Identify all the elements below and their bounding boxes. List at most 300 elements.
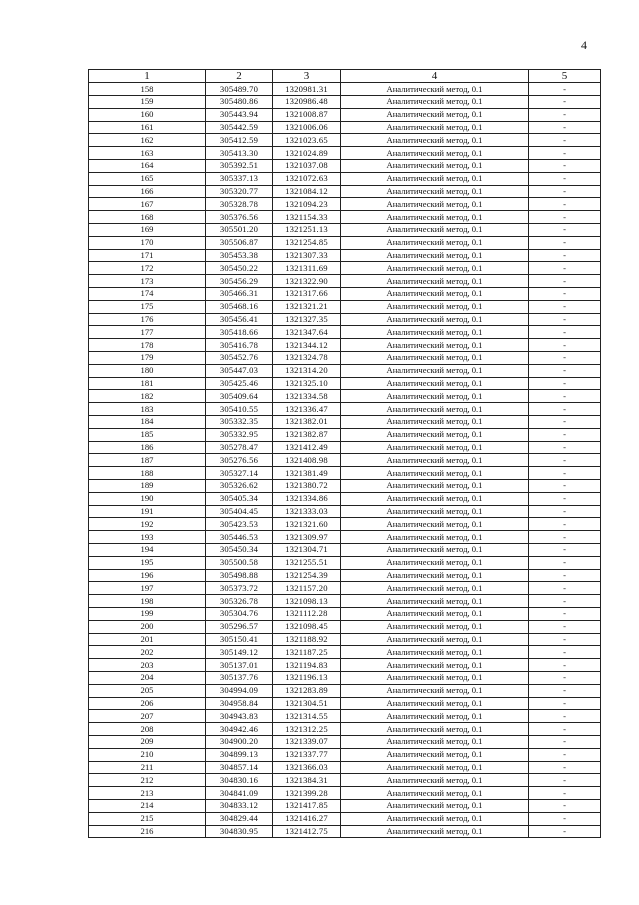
point-number-cell: 185 xyxy=(89,428,206,441)
x-coordinate-cell: 305501.20 xyxy=(206,224,273,237)
note-cell: - xyxy=(529,300,601,313)
note-cell: - xyxy=(529,467,601,480)
note-cell: - xyxy=(529,326,601,339)
method-cell: Аналитический метод, 0.1 xyxy=(341,249,529,262)
point-number-cell: 192 xyxy=(89,518,206,531)
table-row xyxy=(89,211,601,224)
y-coordinate-cell: 1321417.85 xyxy=(273,799,341,812)
method-cell: Аналитический метод, 0.1 xyxy=(341,518,529,531)
method-cell: Аналитический метод, 0.1 xyxy=(341,723,529,736)
point-number-cell: 200 xyxy=(89,620,206,633)
note-cell: - xyxy=(529,531,601,544)
x-coordinate-cell: 305392.51 xyxy=(206,160,273,173)
point-number-cell: 191 xyxy=(89,505,206,518)
table-row xyxy=(89,236,601,249)
point-number-cell: 186 xyxy=(89,441,206,454)
method-cell: Аналитический метод, 0.1 xyxy=(341,531,529,544)
y-coordinate-cell: 1321307.33 xyxy=(273,249,341,262)
method-cell: Аналитический метод, 0.1 xyxy=(341,582,529,595)
table-row xyxy=(89,569,601,582)
note-cell: - xyxy=(529,825,601,838)
point-number-cell: 208 xyxy=(89,723,206,736)
note-cell: - xyxy=(529,787,601,800)
method-cell: Аналитический метод, 0.1 xyxy=(341,185,529,198)
table-row xyxy=(89,198,601,211)
method-cell: Аналитический метод, 0.1 xyxy=(341,313,529,326)
note-cell: - xyxy=(529,492,601,505)
method-cell: Аналитический метод, 0.1 xyxy=(341,710,529,723)
table-row xyxy=(89,799,601,812)
method-cell: Аналитический метод, 0.1 xyxy=(341,812,529,825)
table-row xyxy=(89,710,601,723)
x-coordinate-cell: 305296.57 xyxy=(206,620,273,633)
method-cell: Аналитический метод, 0.1 xyxy=(341,774,529,787)
x-coordinate-cell: 304833.12 xyxy=(206,799,273,812)
table-row xyxy=(89,147,601,160)
method-cell: Аналитический метод, 0.1 xyxy=(341,825,529,838)
table-row xyxy=(89,812,601,825)
x-coordinate-cell: 305376.56 xyxy=(206,211,273,224)
point-number-cell: 190 xyxy=(89,492,206,505)
y-coordinate-cell: 1321008.87 xyxy=(273,108,341,121)
y-coordinate-cell: 1321006.06 xyxy=(273,121,341,134)
table-row xyxy=(89,377,601,390)
x-coordinate-cell: 304943.83 xyxy=(206,710,273,723)
note-cell: - xyxy=(529,761,601,774)
y-coordinate-cell: 1321251.13 xyxy=(273,224,341,237)
note-cell: - xyxy=(529,441,601,454)
note-cell: - xyxy=(529,224,601,237)
x-coordinate-cell: 305278.47 xyxy=(206,441,273,454)
method-cell: Аналитический метод, 0.1 xyxy=(341,607,529,620)
y-coordinate-cell: 1321408.98 xyxy=(273,454,341,467)
y-coordinate-cell: 1321304.71 xyxy=(273,543,341,556)
note-cell: - xyxy=(529,543,601,556)
table-row xyxy=(89,518,601,531)
x-coordinate-cell: 305423.53 xyxy=(206,518,273,531)
method-cell: Аналитический метод, 0.1 xyxy=(341,480,529,493)
table-row xyxy=(89,326,601,339)
x-coordinate-cell: 305418.66 xyxy=(206,326,273,339)
point-number-cell: 167 xyxy=(89,198,206,211)
y-coordinate-cell: 1321187.25 xyxy=(273,646,341,659)
x-coordinate-cell: 305456.29 xyxy=(206,275,273,288)
table-row xyxy=(89,480,601,493)
note-cell: - xyxy=(529,595,601,608)
point-number-cell: 214 xyxy=(89,799,206,812)
x-coordinate-cell: 305446.53 xyxy=(206,531,273,544)
point-number-cell: 187 xyxy=(89,454,206,467)
method-cell: Аналитический метод, 0.1 xyxy=(341,454,529,467)
table-row xyxy=(89,83,601,96)
table-row xyxy=(89,390,601,403)
method-cell: Аналитический метод, 0.1 xyxy=(341,326,529,339)
table-row xyxy=(89,454,601,467)
table-row xyxy=(89,646,601,659)
y-coordinate-cell: 1321380.72 xyxy=(273,480,341,493)
note-cell: - xyxy=(529,684,601,697)
note-cell: - xyxy=(529,262,601,275)
method-cell: Аналитический метод, 0.1 xyxy=(341,735,529,748)
y-coordinate-cell: 1321382.01 xyxy=(273,416,341,429)
point-number-cell: 162 xyxy=(89,134,206,147)
y-coordinate-cell: 1321037.08 xyxy=(273,160,341,173)
table-row xyxy=(89,224,601,237)
note-cell: - xyxy=(529,799,601,812)
x-coordinate-cell: 305137.01 xyxy=(206,659,273,672)
note-cell: - xyxy=(529,160,601,173)
table-row xyxy=(89,582,601,595)
point-number-cell: 197 xyxy=(89,582,206,595)
column-header-point-number: 1 xyxy=(89,70,206,83)
y-coordinate-cell: 1321098.13 xyxy=(273,595,341,608)
method-cell: Аналитический метод, 0.1 xyxy=(341,390,529,403)
table-row xyxy=(89,697,601,710)
method-cell: Аналитический метод, 0.1 xyxy=(341,761,529,774)
x-coordinate-cell: 305416.78 xyxy=(206,339,273,352)
x-coordinate-cell: 305412.59 xyxy=(206,134,273,147)
x-coordinate-cell: 305468.16 xyxy=(206,300,273,313)
table-row xyxy=(89,288,601,301)
note-cell: - xyxy=(529,313,601,326)
table-row xyxy=(89,352,601,365)
point-number-cell: 163 xyxy=(89,147,206,160)
x-coordinate-cell: 305320.77 xyxy=(206,185,273,198)
method-cell: Аналитический метод, 0.1 xyxy=(341,172,529,185)
point-number-cell: 164 xyxy=(89,160,206,173)
table-row xyxy=(89,441,601,454)
method-cell: Аналитический метод, 0.1 xyxy=(341,467,529,480)
y-coordinate-cell: 1321416.27 xyxy=(273,812,341,825)
note-cell: - xyxy=(529,646,601,659)
point-number-cell: 209 xyxy=(89,735,206,748)
note-cell: - xyxy=(529,620,601,633)
point-number-cell: 193 xyxy=(89,531,206,544)
point-number-cell: 177 xyxy=(89,326,206,339)
y-coordinate-cell: 1321336.47 xyxy=(273,403,341,416)
point-number-cell: 176 xyxy=(89,313,206,326)
method-cell: Аналитический метод, 0.1 xyxy=(341,224,529,237)
x-coordinate-cell: 305326.78 xyxy=(206,595,273,608)
y-coordinate-cell: 1321412.49 xyxy=(273,441,341,454)
method-cell: Аналитический метод, 0.1 xyxy=(341,377,529,390)
note-cell: - xyxy=(529,390,601,403)
note-cell: - xyxy=(529,505,601,518)
method-cell: Аналитический метод, 0.1 xyxy=(341,300,529,313)
point-number-cell: 184 xyxy=(89,416,206,429)
table-row xyxy=(89,185,601,198)
note-cell: - xyxy=(529,659,601,672)
x-coordinate-cell: 305328.78 xyxy=(206,198,273,211)
y-coordinate-cell: 1321333.03 xyxy=(273,505,341,518)
y-coordinate-cell: 1321324.78 xyxy=(273,352,341,365)
point-number-cell: 213 xyxy=(89,787,206,800)
table-row xyxy=(89,160,601,173)
y-coordinate-cell: 1321023.65 xyxy=(273,134,341,147)
note-cell: - xyxy=(529,582,601,595)
method-cell: Аналитический метод, 0.1 xyxy=(341,364,529,377)
point-number-cell: 210 xyxy=(89,748,206,761)
note-cell: - xyxy=(529,428,601,441)
y-coordinate-cell: 1321322.90 xyxy=(273,275,341,288)
x-coordinate-cell: 304994.09 xyxy=(206,684,273,697)
note-cell: - xyxy=(529,249,601,262)
table-row xyxy=(89,428,601,441)
point-number-cell: 165 xyxy=(89,172,206,185)
table-row xyxy=(89,172,601,185)
method-cell: Аналитический метод, 0.1 xyxy=(341,569,529,582)
y-coordinate-cell: 1321317.66 xyxy=(273,288,341,301)
point-number-cell: 189 xyxy=(89,480,206,493)
y-coordinate-cell: 1321366.03 xyxy=(273,761,341,774)
table-row xyxy=(89,249,601,262)
x-coordinate-cell: 305425.46 xyxy=(206,377,273,390)
column-header-y-coordinate: 3 xyxy=(273,70,341,83)
x-coordinate-cell: 304830.16 xyxy=(206,774,273,787)
y-coordinate-cell: 1321339.07 xyxy=(273,735,341,748)
method-cell: Аналитический метод, 0.1 xyxy=(341,288,529,301)
y-coordinate-cell: 1321254.85 xyxy=(273,236,341,249)
x-coordinate-cell: 304841.09 xyxy=(206,787,273,800)
y-coordinate-cell: 1321024.89 xyxy=(273,147,341,160)
x-coordinate-cell: 304942.46 xyxy=(206,723,273,736)
y-coordinate-cell: 1321154.33 xyxy=(273,211,341,224)
point-number-cell: 205 xyxy=(89,684,206,697)
method-cell: Аналитический метод, 0.1 xyxy=(341,236,529,249)
y-coordinate-cell: 1321309.97 xyxy=(273,531,341,544)
table-row xyxy=(89,595,601,608)
method-cell: Аналитический метод, 0.1 xyxy=(341,403,529,416)
x-coordinate-cell: 305332.95 xyxy=(206,428,273,441)
table-row xyxy=(89,275,601,288)
y-coordinate-cell: 1320986.48 xyxy=(273,96,341,109)
note-cell: - xyxy=(529,812,601,825)
note-cell: - xyxy=(529,198,601,211)
point-number-cell: 207 xyxy=(89,710,206,723)
x-coordinate-cell: 305447.03 xyxy=(206,364,273,377)
method-cell: Аналитический метод, 0.1 xyxy=(341,108,529,121)
note-cell: - xyxy=(529,121,601,134)
y-coordinate-cell: 1321334.58 xyxy=(273,390,341,403)
table-row xyxy=(89,607,601,620)
y-coordinate-cell: 1321255.51 xyxy=(273,556,341,569)
table-row xyxy=(89,620,601,633)
point-number-cell: 211 xyxy=(89,761,206,774)
y-coordinate-cell: 1321283.89 xyxy=(273,684,341,697)
y-coordinate-cell: 1321321.21 xyxy=(273,300,341,313)
note-cell: - xyxy=(529,403,601,416)
table-row xyxy=(89,262,601,275)
y-coordinate-cell: 1321412.75 xyxy=(273,825,341,838)
column-header-x-coordinate: 2 xyxy=(206,70,273,83)
x-coordinate-cell: 305276.56 xyxy=(206,454,273,467)
x-coordinate-cell: 305450.22 xyxy=(206,262,273,275)
point-number-cell: 196 xyxy=(89,569,206,582)
note-cell: - xyxy=(529,735,601,748)
x-coordinate-cell: 305337.13 xyxy=(206,172,273,185)
point-number-cell: 160 xyxy=(89,108,206,121)
y-coordinate-cell: 1321347.64 xyxy=(273,326,341,339)
note-cell: - xyxy=(529,607,601,620)
point-number-cell: 174 xyxy=(89,288,206,301)
method-cell: Аналитический метод, 0.1 xyxy=(341,748,529,761)
point-number-cell: 169 xyxy=(89,224,206,237)
method-cell: Аналитический метод, 0.1 xyxy=(341,684,529,697)
point-number-cell: 199 xyxy=(89,607,206,620)
y-coordinate-cell: 1321312.25 xyxy=(273,723,341,736)
method-cell: Аналитический метод, 0.1 xyxy=(341,697,529,710)
x-coordinate-cell: 304857.14 xyxy=(206,761,273,774)
x-coordinate-cell: 305480.86 xyxy=(206,96,273,109)
note-cell: - xyxy=(529,108,601,121)
method-cell: Аналитический метод, 0.1 xyxy=(341,799,529,812)
y-coordinate-cell: 1321314.20 xyxy=(273,364,341,377)
table-row xyxy=(89,787,601,800)
point-number-cell: 171 xyxy=(89,249,206,262)
table-row xyxy=(89,633,601,646)
note-cell: - xyxy=(529,236,601,249)
x-coordinate-cell: 304900.20 xyxy=(206,735,273,748)
point-number-cell: 178 xyxy=(89,339,206,352)
method-cell: Аналитический метод, 0.1 xyxy=(341,83,529,96)
method-cell: Аналитический метод, 0.1 xyxy=(341,505,529,518)
point-number-cell: 168 xyxy=(89,211,206,224)
point-number-cell: 159 xyxy=(89,96,206,109)
y-coordinate-cell: 1321112.28 xyxy=(273,607,341,620)
note-cell: - xyxy=(529,710,601,723)
point-number-cell: 212 xyxy=(89,774,206,787)
point-number-cell: 198 xyxy=(89,595,206,608)
note-cell: - xyxy=(529,774,601,787)
x-coordinate-cell: 305409.64 xyxy=(206,390,273,403)
column-header-note: 5 xyxy=(529,70,601,83)
y-coordinate-cell: 1321344.12 xyxy=(273,339,341,352)
method-cell: Аналитический метод, 0.1 xyxy=(341,787,529,800)
y-coordinate-cell: 1321304.51 xyxy=(273,697,341,710)
y-coordinate-cell: 1321382.87 xyxy=(273,428,341,441)
note-cell: - xyxy=(529,569,601,582)
point-number-cell: 183 xyxy=(89,403,206,416)
note-cell: - xyxy=(529,352,601,365)
x-coordinate-cell: 305326.62 xyxy=(206,480,273,493)
table-row xyxy=(89,416,601,429)
note-cell: - xyxy=(529,633,601,646)
y-coordinate-cell: 1321314.55 xyxy=(273,710,341,723)
table-row xyxy=(89,467,601,480)
y-coordinate-cell: 1321381.49 xyxy=(273,467,341,480)
y-coordinate-cell: 1321254.39 xyxy=(273,569,341,582)
point-number-cell: 172 xyxy=(89,262,206,275)
table-body xyxy=(89,83,601,838)
x-coordinate-cell: 305150.41 xyxy=(206,633,273,646)
note-cell: - xyxy=(529,147,601,160)
method-cell: Аналитический метод, 0.1 xyxy=(341,428,529,441)
table-row xyxy=(89,659,601,672)
y-coordinate-cell: 1321399.28 xyxy=(273,787,341,800)
point-number-cell: 216 xyxy=(89,825,206,838)
x-coordinate-cell: 304899.13 xyxy=(206,748,273,761)
method-cell: Аналитический метод, 0.1 xyxy=(341,96,529,109)
y-coordinate-cell: 1321098.45 xyxy=(273,620,341,633)
point-number-cell: 173 xyxy=(89,275,206,288)
note-cell: - xyxy=(529,339,601,352)
y-coordinate-cell: 1321196.13 xyxy=(273,671,341,684)
method-cell: Аналитический метод, 0.1 xyxy=(341,646,529,659)
method-cell: Аналитический метод, 0.1 xyxy=(341,275,529,288)
table-row xyxy=(89,684,601,697)
method-cell: Аналитический метод, 0.1 xyxy=(341,620,529,633)
point-number-cell: 188 xyxy=(89,467,206,480)
x-coordinate-cell: 305404.45 xyxy=(206,505,273,518)
table-row xyxy=(89,134,601,147)
x-coordinate-cell: 305443.94 xyxy=(206,108,273,121)
table-row xyxy=(89,300,601,313)
table-row xyxy=(89,671,601,684)
table-row xyxy=(89,761,601,774)
note-cell: - xyxy=(529,556,601,569)
point-number-cell: 158 xyxy=(89,83,206,96)
note-cell: - xyxy=(529,185,601,198)
note-cell: - xyxy=(529,96,601,109)
table-row xyxy=(89,313,601,326)
point-number-cell: 204 xyxy=(89,671,206,684)
table-row xyxy=(89,121,601,134)
y-coordinate-cell: 1321327.35 xyxy=(273,313,341,326)
x-coordinate-cell: 305332.35 xyxy=(206,416,273,429)
y-coordinate-cell: 1321311.69 xyxy=(273,262,341,275)
y-coordinate-cell: 1321072.63 xyxy=(273,172,341,185)
x-coordinate-cell: 304958.84 xyxy=(206,697,273,710)
point-number-cell: 206 xyxy=(89,697,206,710)
note-cell: - xyxy=(529,454,601,467)
table-row xyxy=(89,735,601,748)
table-row xyxy=(89,556,601,569)
table-row xyxy=(89,774,601,787)
table-row xyxy=(89,825,601,838)
table-row xyxy=(89,364,601,377)
point-number-cell: 182 xyxy=(89,390,206,403)
point-number-cell: 170 xyxy=(89,236,206,249)
method-cell: Аналитический метод, 0.1 xyxy=(341,416,529,429)
point-number-cell: 215 xyxy=(89,812,206,825)
y-coordinate-cell: 1321325.10 xyxy=(273,377,341,390)
table-row xyxy=(89,748,601,761)
method-cell: Аналитический метод, 0.1 xyxy=(341,492,529,505)
method-cell: Аналитический метод, 0.1 xyxy=(341,659,529,672)
x-coordinate-cell: 305498.88 xyxy=(206,569,273,582)
method-cell: Аналитический метод, 0.1 xyxy=(341,556,529,569)
note-cell: - xyxy=(529,377,601,390)
table-row xyxy=(89,403,601,416)
method-cell: Аналитический метод, 0.1 xyxy=(341,441,529,454)
x-coordinate-cell: 305506.87 xyxy=(206,236,273,249)
x-coordinate-cell: 305453.38 xyxy=(206,249,273,262)
method-cell: Аналитический метод, 0.1 xyxy=(341,543,529,556)
table-row xyxy=(89,339,601,352)
note-cell: - xyxy=(529,518,601,531)
point-number-cell: 202 xyxy=(89,646,206,659)
x-coordinate-cell: 305413.30 xyxy=(206,147,273,160)
x-coordinate-cell: 305373.72 xyxy=(206,582,273,595)
method-cell: Аналитический метод, 0.1 xyxy=(341,595,529,608)
method-cell: Аналитический метод, 0.1 xyxy=(341,121,529,134)
point-number-cell: 175 xyxy=(89,300,206,313)
y-coordinate-cell: 1321157.20 xyxy=(273,582,341,595)
coordinates-table xyxy=(88,69,601,838)
y-coordinate-cell: 1320981.31 xyxy=(273,83,341,96)
note-cell: - xyxy=(529,211,601,224)
point-number-cell: 161 xyxy=(89,121,206,134)
